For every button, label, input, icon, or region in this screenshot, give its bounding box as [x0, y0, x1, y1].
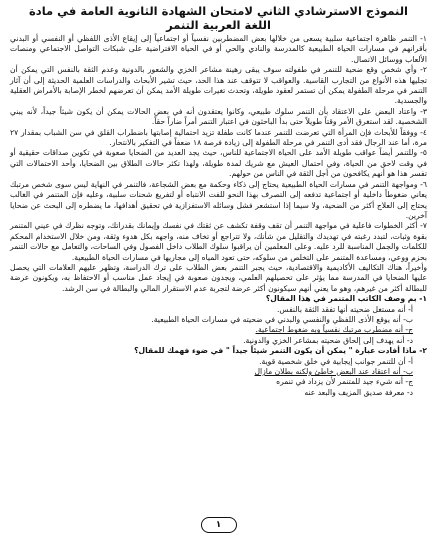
question-1	[10, 294, 427, 346]
paragraph-6: ٦- ومواجهة التنمر في مسارات الحياة الطبيعية يحتاج إلى ذكاء وحكمة مع بعض الشجاعة، فالتنمر في النهاية ليس سوى شخص مرتبك يعاني ضغوطاً داخلية أو اجتماعية تدفعه إلى التصرف بهذا النحو للفت الانتباه أو لتفريغ شحنات سلبية، وعليه فإن المتنمر في الغالب يحتاج إلى العلاج أكثر من الضحية، ولا سيما إذا استشعر فشل وسائله الاستفزازية في تحقيق أهدافها، ما يضطره إلى البحث عن ضحايا آخرين.	[10, 179, 427, 220]
question-option: أ- أن للتنمر جوانب إيجابية في خلق شخصية قوية.	[259, 356, 413, 366]
paragraph-1: ١- التنمر ظاهرة اجتماعية سلبية يسعى من خلالها بعض المضطربين نفسياً أو اجتماعياً إلى إيقاع الأذى اللفظي أو النفسي أو البدني بأقرانهم في مسارات الحياة الطبيعية كالمدرسة والنادي والحي أو في الحياة الافتراضية على شبكات التواصل الاجتماعي ومنصات الألعاب ووسائل الاتصال.	[10, 34, 427, 64]
question-option: ج- أنه شيء جيد للمتنمر لأن يزداد في تنمره	[276, 377, 413, 387]
document-title: النموذج الاسترشادي الثاني لامتحان الشهادة الثانوية العامة في مادة اللغة العربية التنمر	[29, 4, 408, 32]
question-option: ب- أنه اعتقاد عند البعض خاطئ ولكنه بطلان مازال	[254, 367, 413, 376]
question-option: د- معرفة صديق المزيف والبعد عنه	[304, 387, 413, 397]
paragraph-5: ٥- وللتنمر أيضاً عواقب طويلة الأمد على الحياة الاجتماعية للناس، حيث يجد العديد من الضحايا صعوبة في تكوين صداقات حقيقية أو في وقت لاحق من الحياة، وفي احتمال العيش مع شريك لمدة طويلة، ولهذا تكثر حالات الطلاق بين الضحايا، وأحد الاحتمالات التي تفسر هذا هو أنهم يكافحون من أجل الثقة في الناس من حولهم.	[10, 148, 427, 179]
question-stem: ١- بم وصف الكاتب المتنمر في هذا المقال؟	[265, 294, 427, 304]
paragraph-3: ٣- واعتاد البعض على الاعتقاد بأن التنمر سلوك طبيعي، وكانوا يعتقدون أنه في بعض الحالات يمكن أن يكون شيئاً جيداً، لأنه يبني الشخصية. لقد استغرق الأمر وقتاً طويلاً حتى بدأ الباحثون في اعتبار التنمر أمراً ضاراً حقاً.	[10, 106, 427, 127]
page-footer	[0, 512, 437, 533]
question-option: ج- أنه مضطرب مرتبك نفسياً وبه ضغوط اجتماعية.	[255, 325, 413, 335]
paragraph-4: ٤- ووفقاً للأبحاث فإن المرأة التي تعرضت للتنمر عندما كانت طفلة تزيد احتمالية إصابتها باضطراب القلق في سن الشباب بمقدار ٢٧ مرة، أما عند الرجال فقد أدى التنمر في مرحلة الطفولة إلى زيادة فرصة ١٨ ضعفاً في التفكير بالانتحار.	[10, 127, 427, 148]
paragraph-7: ٧- أكثر الخطوات فاعلية في مواجهة التنمر أن تقف وقفة تكشف عن ثقتك في نفسك وإيمانك بقدراتك، وتوجه نظرك في عيني المتنمر بقوة وثبات، لتبدد رغبته في تهديدك والتقليل من شأنك، ولا تتراجع أو تخاف منه، واجهه بكل هدوء وثقة، ومن خلال الاستخدام المحكم للكلمات والجمل المناسبة للرد عليه. وعلى المعلمين أن يراقبوا سلوك الطلاب داخل الفصول وفي الساحات، والتعامل مع حالات التنمر بحزم ووعي، ومساعدة المتنمر على التخلص من سلوكه، حتى تعود المياه إلى مجاريها في مسارات الحياة الطبيعية.	[10, 221, 427, 262]
question-stem: ٢- ماذا أفادت عبارة " يمكن أن يكون التنمر شيئاً جيداً " في ضوء فهمك للمقال؟	[134, 346, 427, 356]
page-number: ١	[201, 517, 237, 533]
question-option: أ- أنه مستغل ضحيته أنها تفقد الثقة بالنفس.	[276, 304, 413, 314]
question-option: ب- أنه يوقع الأذى اللفظي والنفسي والبدني في ضحيته في مسارات الحياة الطبيعية.	[151, 314, 413, 324]
question-option: د- أنه يهدف إلى إلحاق ضحيته بمشاعر الخزي والدونية.	[243, 335, 413, 345]
question-2	[10, 346, 427, 398]
paragraph-8: وأخيراً، هناك التكاليف الأكاديمية والاقتصادية، حيث يجبر التنمر بعض الطلاب على ترك الدراسة، وتظهر عليهم العلامات التي يحصل عليها الضحايا في المدرسة مما يؤثر على تحصيلهم العلمي، ويجدون صعوبة في إيجاد عمل مناسب أو الاحتفاظ به، ويكونون عرضة للبطالة أكثر من غيرهم، وهو ما يعني أنهم سيكونون أكثر عرضة لتجربة عدم الاستقرار المالي والبطالة في سن الرشد.	[10, 262, 427, 293]
paragraph-2: ٢- وأي شخص وقع ضحية للتنمر في طفولته سوف يبقى رهينة مشاعر الخزي والشعور بالدونية وعدم الثقة بالنفس التي يمكن أن تجليها هذه الأنواع من التجارب القاسية. والعواقب لا تتوقف عند هذا الحد، حيث تشير الأبحاث والدراسات العلمية الحديثة إلى أن آثار التنمر في مرحلة الطفولة يمكن أن تستمر لعقود طويلة، وتحدث تغيرات طويلة الأمد يمكن أن تعرضهم لخطر الإصابة بالأمراض العقلية والجسدية.	[10, 65, 427, 106]
